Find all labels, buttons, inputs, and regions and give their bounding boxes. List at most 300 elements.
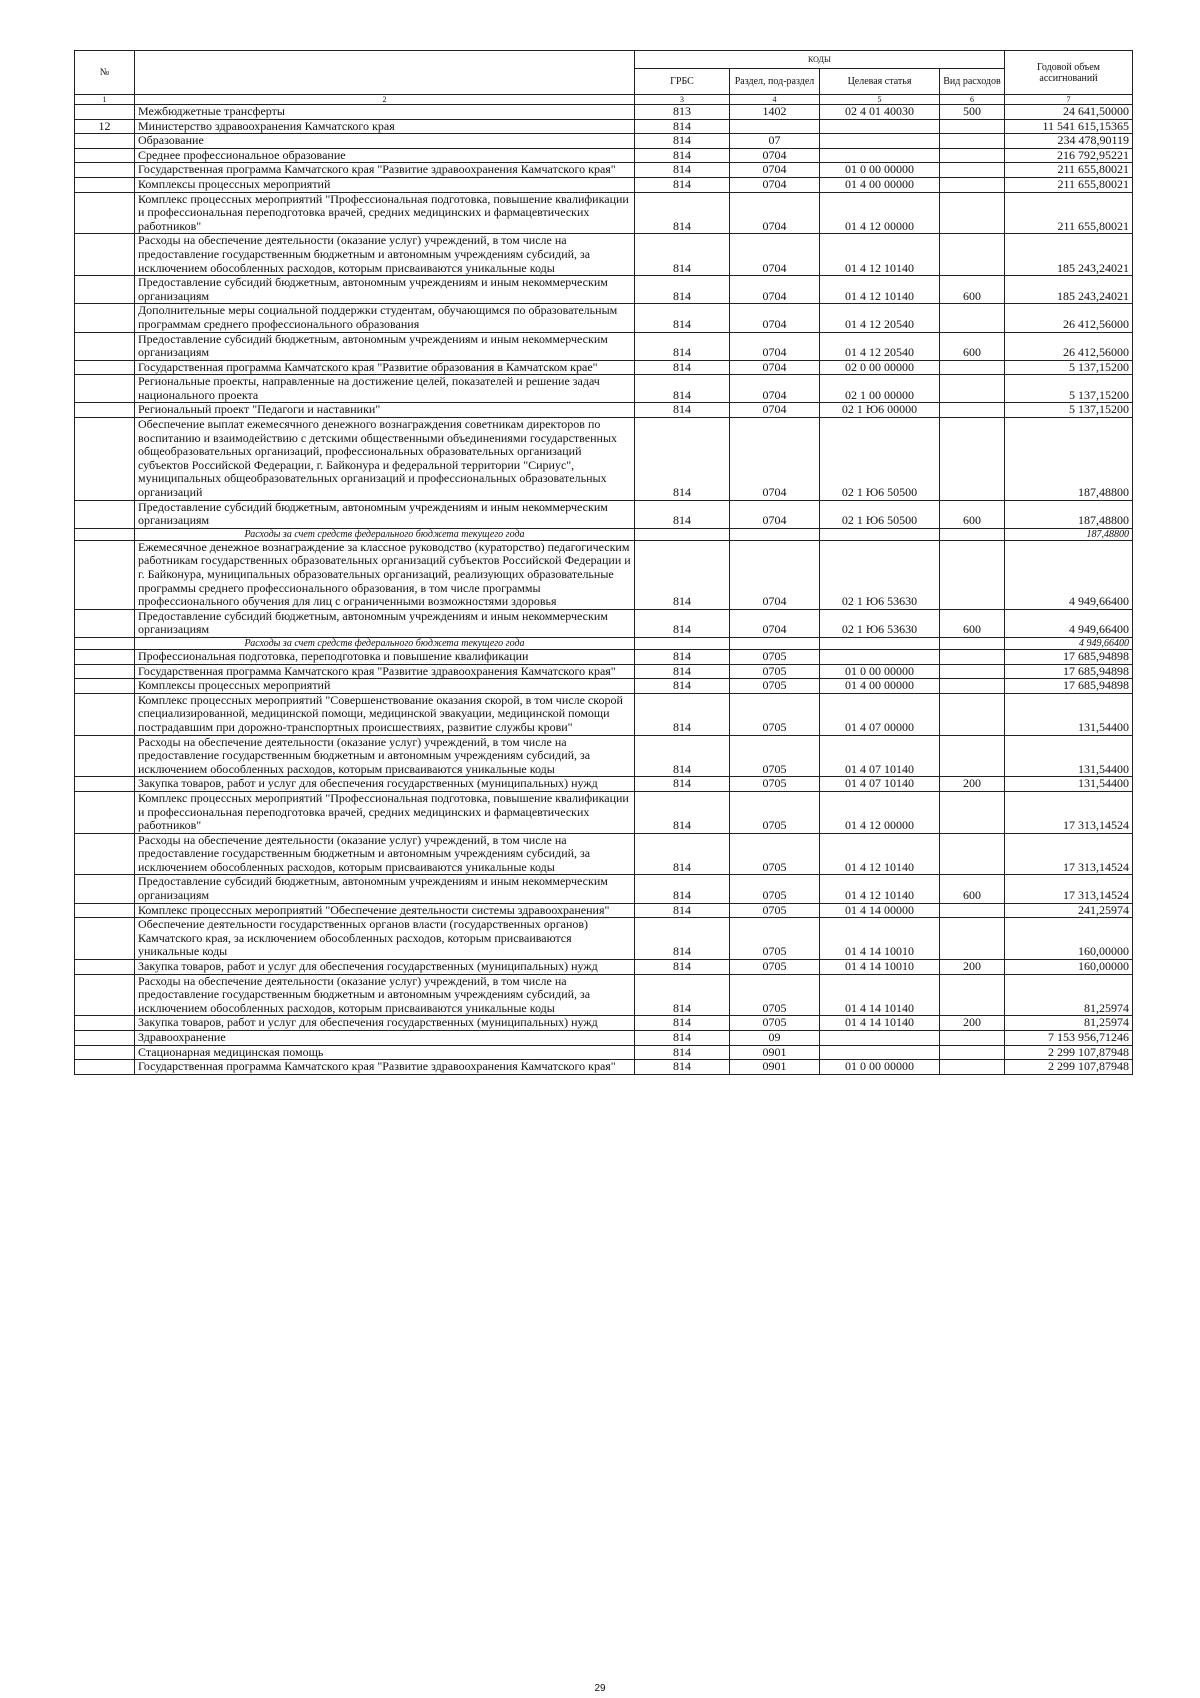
table-row (75, 791, 1133, 833)
row-expense-type (940, 1060, 1005, 1075)
row-number (75, 148, 135, 163)
row-number (75, 234, 135, 276)
row-expense-type: 500 (940, 105, 1005, 120)
row-amount: 4 949,66400 (1005, 540, 1133, 609)
row-grbs: 814 (635, 1031, 730, 1046)
row-amount: 17 313,14524 (1005, 875, 1133, 903)
table-row (75, 276, 1133, 304)
row-grbs: 814 (635, 1045, 730, 1060)
table-row (75, 1060, 1133, 1075)
row-number (75, 664, 135, 679)
row-amount: 17 685,94898 (1005, 679, 1133, 694)
row-amount: 24 641,50000 (1005, 105, 1133, 120)
row-expense-type (940, 637, 1005, 649)
row-grbs: 814 (635, 500, 730, 528)
row-amount: 17 313,14524 (1005, 833, 1133, 875)
table-row (75, 304, 1133, 332)
table-row (75, 918, 1133, 960)
row-expense-type (940, 791, 1005, 833)
row-target-article: 01 4 07 00000 (820, 693, 940, 735)
table-row (75, 693, 1133, 735)
row-grbs: 814 (635, 960, 730, 975)
row-target-article: 01 4 12 00000 (820, 192, 940, 234)
table-row (75, 649, 1133, 664)
row-target-article: 01 4 14 10140 (820, 1016, 940, 1031)
row-expense-type (940, 833, 1005, 875)
row-grbs: 814 (635, 360, 730, 375)
row-number (75, 1045, 135, 1060)
row-target-article (820, 148, 940, 163)
row-razdel: 0704 (730, 540, 820, 609)
table-header (75, 51, 1133, 105)
row-expense-type (940, 1031, 1005, 1046)
row-name: Предоставление субсидий бюджетным, автономным учреждениям и иным некоммерческим организациям (135, 500, 635, 528)
table-row (75, 974, 1133, 1016)
row-target-article (820, 1031, 940, 1046)
row-target-article: 01 0 00 00000 (820, 163, 940, 178)
row-name: Комплекс процессных мероприятий "Совершенствование оказания скорой, в том числе скорой специализированной, медицинской помощи, медицинской эвакуации, медицинской помощи пострадавшим при дорожно-транспортных происшествиях, развитие службы крови" (135, 693, 635, 735)
table-row (75, 1031, 1133, 1046)
row-amount: 187,48800 (1005, 528, 1133, 540)
note-row (75, 637, 1133, 649)
row-name: Государственная программа Камчатского края "Развитие здравоохранения Камчатского края" (135, 1060, 635, 1075)
row-amount: 17 313,14524 (1005, 791, 1133, 833)
row-grbs: 814 (635, 791, 730, 833)
row-number (75, 903, 135, 918)
row-expense-type (940, 360, 1005, 375)
row-grbs: 813 (635, 105, 730, 120)
row-grbs: 814 (635, 418, 730, 501)
row-number (75, 1016, 135, 1031)
table-row (75, 192, 1133, 234)
row-name: Стационарная медицинская помощь (135, 1045, 635, 1060)
row-number (75, 1031, 135, 1046)
row-amount: 131,54400 (1005, 777, 1133, 792)
row-expense-type (940, 192, 1005, 234)
row-name: Обеспечение деятельности государственных органов власти (государственных органов) Камчатского края, за исключением обособленных расходов, которым присваиваются уникальные коды (135, 918, 635, 960)
row-target-article: 01 4 14 10010 (820, 918, 940, 960)
table-row (75, 105, 1133, 120)
row-expense-type (940, 679, 1005, 694)
row-target-article: 02 1 Ю6 53630 (820, 609, 940, 637)
row-amount: 241,25974 (1005, 903, 1133, 918)
row-grbs: 814 (635, 177, 730, 192)
row-amount: 2 299 107,87948 (1005, 1045, 1133, 1060)
table-body (75, 105, 1133, 1075)
row-number (75, 177, 135, 192)
row-grbs: 814 (635, 375, 730, 403)
row-name: Комплекс процессных мероприятий "Профессиональная подготовка, повышение квалификации и профессиональная переподготовка врачей, средних медицинских и фармацевтических работников" (135, 791, 635, 833)
header-index: 6 (940, 95, 1005, 105)
row-target-article: 01 4 12 10140 (820, 276, 940, 304)
row-grbs: 814 (635, 304, 730, 332)
table-row (75, 540, 1133, 609)
row-amount: 211 655,80021 (1005, 177, 1133, 192)
row-grbs: 814 (635, 540, 730, 609)
header-name (135, 51, 635, 95)
header-vid: Вид расходов (940, 69, 1005, 95)
row-razdel: 0704 (730, 177, 820, 192)
row-razdel: 0704 (730, 276, 820, 304)
row-razdel: 0704 (730, 148, 820, 163)
row-amount: 7 153 956,71246 (1005, 1031, 1133, 1046)
table-row (75, 664, 1133, 679)
row-name: Расходы на обеспечение деятельности (оказание услуг) учреждений, в том числе на предоставление государственным бюджетным и автономным учреждениям субсидий, за исключением обособленных расходов, которым присваиваются уникальные коды (135, 735, 635, 777)
row-razdel: 0705 (730, 918, 820, 960)
row-razdel: 0705 (730, 974, 820, 1016)
row-amount: 216 792,95221 (1005, 148, 1133, 163)
row-amount: 160,00000 (1005, 960, 1133, 975)
row-number (75, 332, 135, 360)
row-number (75, 163, 135, 178)
row-razdel: 0705 (730, 679, 820, 694)
row-name: Предоставление субсидий бюджетным, автономным учреждениям и иным некоммерческим организациям (135, 276, 635, 304)
row-expense-type (940, 664, 1005, 679)
row-name: Расходы за счет средств федерального бюджета текущего года (135, 637, 635, 649)
row-razdel: 0704 (730, 418, 820, 501)
row-grbs: 814 (635, 119, 730, 134)
table-row (75, 500, 1133, 528)
header-index: 5 (820, 95, 940, 105)
row-target-article: 01 4 14 10010 (820, 960, 940, 975)
row-razdel: 0704 (730, 192, 820, 234)
row-amount: 211 655,80021 (1005, 163, 1133, 178)
row-grbs: 814 (635, 777, 730, 792)
row-expense-type: 200 (940, 777, 1005, 792)
header-index: 7 (1005, 95, 1133, 105)
row-name: Расходы на обеспечение деятельности (оказание услуг) учреждений, в том числе на предоставление государственным бюджетным и автономным учреждениям субсидий, за исключением обособленных расходов, которым присваиваются уникальные коды (135, 974, 635, 1016)
row-grbs (635, 528, 730, 540)
row-number (75, 304, 135, 332)
row-name: Среднее профессиональное образование (135, 148, 635, 163)
row-razdel: 0705 (730, 777, 820, 792)
header-grbs: ГРБС (635, 69, 730, 95)
row-target-article (820, 1045, 940, 1060)
row-razdel: 09 (730, 1031, 820, 1046)
row-name: Комплекс процессных мероприятий "Профессиональная подготовка, повышение квалификации и профессиональная переподготовка врачей, средних медицинских и фармацевтических работников" (135, 192, 635, 234)
row-grbs: 814 (635, 679, 730, 694)
header-celevaya: Целевая статья (820, 69, 940, 95)
row-razdel: 0705 (730, 649, 820, 664)
table-row (75, 332, 1133, 360)
header-index: 3 (635, 95, 730, 105)
row-name: Профессиональная подготовка, переподготовка и повышение квалификации (135, 649, 635, 664)
row-name: Предоставление субсидий бюджетным, автономным учреждениям и иным некоммерческим организациям (135, 875, 635, 903)
row-amount: 185 243,24021 (1005, 276, 1133, 304)
row-name: Комплексы процессных мероприятий (135, 177, 635, 192)
row-amount: 26 412,56000 (1005, 304, 1133, 332)
row-number (75, 974, 135, 1016)
header-index: 2 (135, 95, 635, 105)
row-name: Государственная программа Камчатского края "Развитие здравоохранения Камчатского края" (135, 163, 635, 178)
row-expense-type (940, 918, 1005, 960)
row-grbs: 814 (635, 974, 730, 1016)
row-number (75, 649, 135, 664)
row-grbs: 814 (635, 918, 730, 960)
row-expense-type (940, 693, 1005, 735)
row-amount: 185 243,24021 (1005, 234, 1133, 276)
row-amount: 4 949,66400 (1005, 637, 1133, 649)
row-grbs: 814 (635, 134, 730, 149)
row-razdel: 0901 (730, 1060, 820, 1075)
row-target-article: 01 4 12 10140 (820, 833, 940, 875)
row-razdel: 0705 (730, 1016, 820, 1031)
row-target-article: 01 4 12 00000 (820, 791, 940, 833)
row-number (75, 134, 135, 149)
row-razdel: 0704 (730, 234, 820, 276)
row-razdel: 0704 (730, 375, 820, 403)
table-row (75, 609, 1133, 637)
row-number (75, 500, 135, 528)
row-grbs: 814 (635, 903, 730, 918)
row-expense-type (940, 163, 1005, 178)
row-expense-type (940, 418, 1005, 501)
row-name: Государственная программа Камчатского края "Развитие здравоохранения Камчатского края" (135, 664, 635, 679)
row-name: Здравоохранение (135, 1031, 635, 1046)
row-number (75, 960, 135, 975)
row-razdel: 0705 (730, 735, 820, 777)
row-expense-type (940, 735, 1005, 777)
table-row (75, 403, 1133, 418)
row-number (75, 679, 135, 694)
table-row (75, 1045, 1133, 1060)
table-row (75, 960, 1133, 975)
row-grbs: 814 (635, 163, 730, 178)
row-expense-type (940, 528, 1005, 540)
row-target-article: 01 0 00 00000 (820, 1060, 940, 1075)
row-amount: 234 478,90119 (1005, 134, 1133, 149)
row-name: Региональные проекты, направленные на достижение целей, показателей и решение задач национального проекта (135, 375, 635, 403)
row-number (75, 192, 135, 234)
budget-sheet (74, 50, 1132, 1075)
row-grbs: 814 (635, 833, 730, 875)
row-name: Предоставление субсидий бюджетным, автономным учреждениям и иным некоммерческим организациям (135, 332, 635, 360)
row-number (75, 418, 135, 501)
row-expense-type: 600 (940, 332, 1005, 360)
row-expense-type: 600 (940, 609, 1005, 637)
table-row (75, 833, 1133, 875)
table-row (75, 679, 1133, 694)
row-razdel (730, 528, 820, 540)
table-row (75, 903, 1133, 918)
row-amount: 5 137,15200 (1005, 375, 1133, 403)
row-target-article: 01 4 12 20540 (820, 304, 940, 332)
row-grbs: 814 (635, 234, 730, 276)
row-razdel: 0705 (730, 875, 820, 903)
row-number (75, 105, 135, 120)
row-number (75, 693, 135, 735)
row-expense-type (940, 177, 1005, 192)
budget-table (74, 50, 1133, 1075)
row-name: Дополнительные меры социальной поддержки студентам, обучающимся по образовательным программам среднего профессионального образования (135, 304, 635, 332)
row-name: Закупка товаров, работ и услуг для обеспечения государственных (муниципальных) нужд (135, 777, 635, 792)
row-grbs: 814 (635, 276, 730, 304)
row-amount: 2 299 107,87948 (1005, 1060, 1133, 1075)
row-razdel: 0901 (730, 1045, 820, 1060)
row-expense-type (940, 375, 1005, 403)
row-target-article: 01 4 00 00000 (820, 679, 940, 694)
row-number (75, 875, 135, 903)
row-expense-type (940, 119, 1005, 134)
row-amount: 4 949,66400 (1005, 609, 1133, 637)
row-razdel: 0705 (730, 833, 820, 875)
row-grbs: 814 (635, 192, 730, 234)
table-row (75, 735, 1133, 777)
row-target-article: 01 4 14 10140 (820, 974, 940, 1016)
row-razdel: 0705 (730, 960, 820, 975)
row-number (75, 637, 135, 649)
row-expense-type (940, 903, 1005, 918)
row-number (75, 276, 135, 304)
row-grbs: 814 (635, 403, 730, 418)
row-razdel (730, 119, 820, 134)
row-target-article (820, 528, 940, 540)
row-name: Межбюджетные трансферты (135, 105, 635, 120)
row-target-article: 01 4 07 10140 (820, 777, 940, 792)
row-amount: 131,54400 (1005, 735, 1133, 777)
row-number (75, 1060, 135, 1075)
row-target-article: 02 4 01 40030 (820, 105, 940, 120)
row-razdel: 0705 (730, 664, 820, 679)
row-amount: 5 137,15200 (1005, 403, 1133, 418)
row-number (75, 360, 135, 375)
row-target-article (820, 134, 940, 149)
row-razdel: 0704 (730, 609, 820, 637)
table-row (75, 234, 1133, 276)
row-amount: 187,48800 (1005, 418, 1133, 501)
row-name: Расходы на обеспечение деятельности (оказание услуг) учреждений, в том числе на предоставление государственным бюджетным и автономным учреждениям субсидий, за исключением обособленных расходов, которым присваиваются уникальные коды (135, 833, 635, 875)
row-number (75, 918, 135, 960)
row-number (75, 609, 135, 637)
table-row (75, 418, 1133, 501)
row-razdel: 0704 (730, 163, 820, 178)
row-target-article: 01 4 00 00000 (820, 177, 940, 192)
table-row (75, 875, 1133, 903)
row-expense-type (940, 649, 1005, 664)
row-name: Расходы на обеспечение деятельности (оказание услуг) учреждений, в том числе на предоставление государственным бюджетным и автономным учреждениям субсидий, за исключением обособленных расходов, которым присваиваются уникальные коды (135, 234, 635, 276)
row-target-article (820, 637, 940, 649)
table-row (75, 148, 1133, 163)
row-target-article: 01 4 14 00000 (820, 903, 940, 918)
row-name: Закупка товаров, работ и услуг для обеспечения государственных (муниципальных) нужд (135, 960, 635, 975)
row-grbs: 814 (635, 609, 730, 637)
row-razdel: 0704 (730, 304, 820, 332)
row-target-article: 02 1 Ю6 53630 (820, 540, 940, 609)
row-amount: 81,25974 (1005, 1016, 1133, 1031)
row-razdel: 0705 (730, 693, 820, 735)
row-number (75, 833, 135, 875)
row-name: Комплекс процессных мероприятий "Обеспечение деятельности системы здравоохранения" (135, 903, 635, 918)
table-row (75, 1016, 1133, 1031)
row-grbs: 814 (635, 664, 730, 679)
row-name: Предоставление субсидий бюджетным, автономным учреждениям и иным некоммерческим организациям (135, 609, 635, 637)
row-expense-type (940, 134, 1005, 149)
header-annual-volume: Годовой объем ассигнований (1005, 51, 1133, 95)
table-row (75, 375, 1133, 403)
row-expense-type (940, 540, 1005, 609)
row-grbs: 814 (635, 875, 730, 903)
header-index: 1 (75, 95, 135, 105)
table-row (75, 163, 1133, 178)
row-razdel: 0705 (730, 903, 820, 918)
row-grbs: 814 (635, 1060, 730, 1075)
row-number (75, 528, 135, 540)
row-amount: 160,00000 (1005, 918, 1133, 960)
row-expense-type (940, 234, 1005, 276)
row-name: Государственная программа Камчатского края "Развитие образования в Камчатском крае" (135, 360, 635, 375)
row-expense-type: 600 (940, 276, 1005, 304)
row-expense-type (940, 974, 1005, 1016)
row-razdel: 0704 (730, 500, 820, 528)
row-razdel (730, 637, 820, 649)
row-name: Обеспечение выплат ежемесячного денежного вознаграждения советникам директоров по воспитанию и взаимодействию с детскими общественными объединениями государственных общеобразовательных организаций, профессиональных образовательных организаций субъектов Российской Федерации, г. Байконура и федеральной территории "Сириус", муниципальных общеобразовательных организаций и профессиональных образовательных организаций (135, 418, 635, 501)
row-name: Ежемесячное денежное вознаграждение за классное руководство (кураторство) педагогическим работникам государственных образовательных организаций субъектов Российской Федерации и г. Байконура, муниципальных образовательных организаций, реализующих образовательные программы среднего профессионального образования, в том числе программы профессионального обучения для лиц с ограниченными возможностями здоровья (135, 540, 635, 609)
row-razdel: 1402 (730, 105, 820, 120)
row-target-article: 01 4 12 20540 (820, 332, 940, 360)
row-razdel: 0704 (730, 360, 820, 375)
row-number (75, 540, 135, 609)
table-row (75, 360, 1133, 375)
row-expense-type: 200 (940, 1016, 1005, 1031)
header-index: 4 (730, 95, 820, 105)
row-razdel: 0704 (730, 332, 820, 360)
row-number (75, 777, 135, 792)
row-expense-type (940, 148, 1005, 163)
row-expense-type: 600 (940, 875, 1005, 903)
page-number: 29 (594, 1683, 606, 1694)
row-amount: 211 655,80021 (1005, 192, 1133, 234)
row-name: Министерство здравоохранения Камчатского края (135, 119, 635, 134)
row-grbs: 814 (635, 693, 730, 735)
row-amount: 187,48800 (1005, 500, 1133, 528)
row-number (75, 375, 135, 403)
row-name: Региональный проект "Педагоги и наставники" (135, 403, 635, 418)
row-expense-type: 600 (940, 500, 1005, 528)
row-razdel: 0705 (730, 791, 820, 833)
row-target-article: 01 4 07 10140 (820, 735, 940, 777)
row-amount: 81,25974 (1005, 974, 1133, 1016)
row-number (75, 403, 135, 418)
row-target-article: 01 4 12 10140 (820, 234, 940, 276)
header-num: № (75, 51, 135, 95)
row-target-article (820, 119, 940, 134)
table-row (75, 119, 1133, 134)
row-target-article: 02 0 00 00000 (820, 360, 940, 375)
row-grbs: 814 (635, 1016, 730, 1031)
row-target-article: 02 1 00 00000 (820, 375, 940, 403)
row-grbs: 814 (635, 649, 730, 664)
row-amount: 26 412,56000 (1005, 332, 1133, 360)
row-expense-type (940, 403, 1005, 418)
row-target-article: 01 4 12 10140 (820, 875, 940, 903)
table-row (75, 134, 1133, 149)
row-grbs: 814 (635, 735, 730, 777)
header-codes: КОДЫ (635, 51, 1005, 69)
row-amount: 17 685,94898 (1005, 664, 1133, 679)
row-name: Комплексы процессных мероприятий (135, 679, 635, 694)
row-target-article: 01 0 00 00000 (820, 664, 940, 679)
row-expense-type (940, 304, 1005, 332)
row-expense-type (940, 1045, 1005, 1060)
row-razdel: 07 (730, 134, 820, 149)
row-amount: 5 137,15200 (1005, 360, 1133, 375)
table-row (75, 777, 1133, 792)
row-target-article: 02 1 Ю6 50500 (820, 500, 940, 528)
row-target-article: 02 1 Ю6 00000 (820, 403, 940, 418)
row-razdel: 0704 (730, 403, 820, 418)
row-grbs (635, 637, 730, 649)
row-name: Образование (135, 134, 635, 149)
